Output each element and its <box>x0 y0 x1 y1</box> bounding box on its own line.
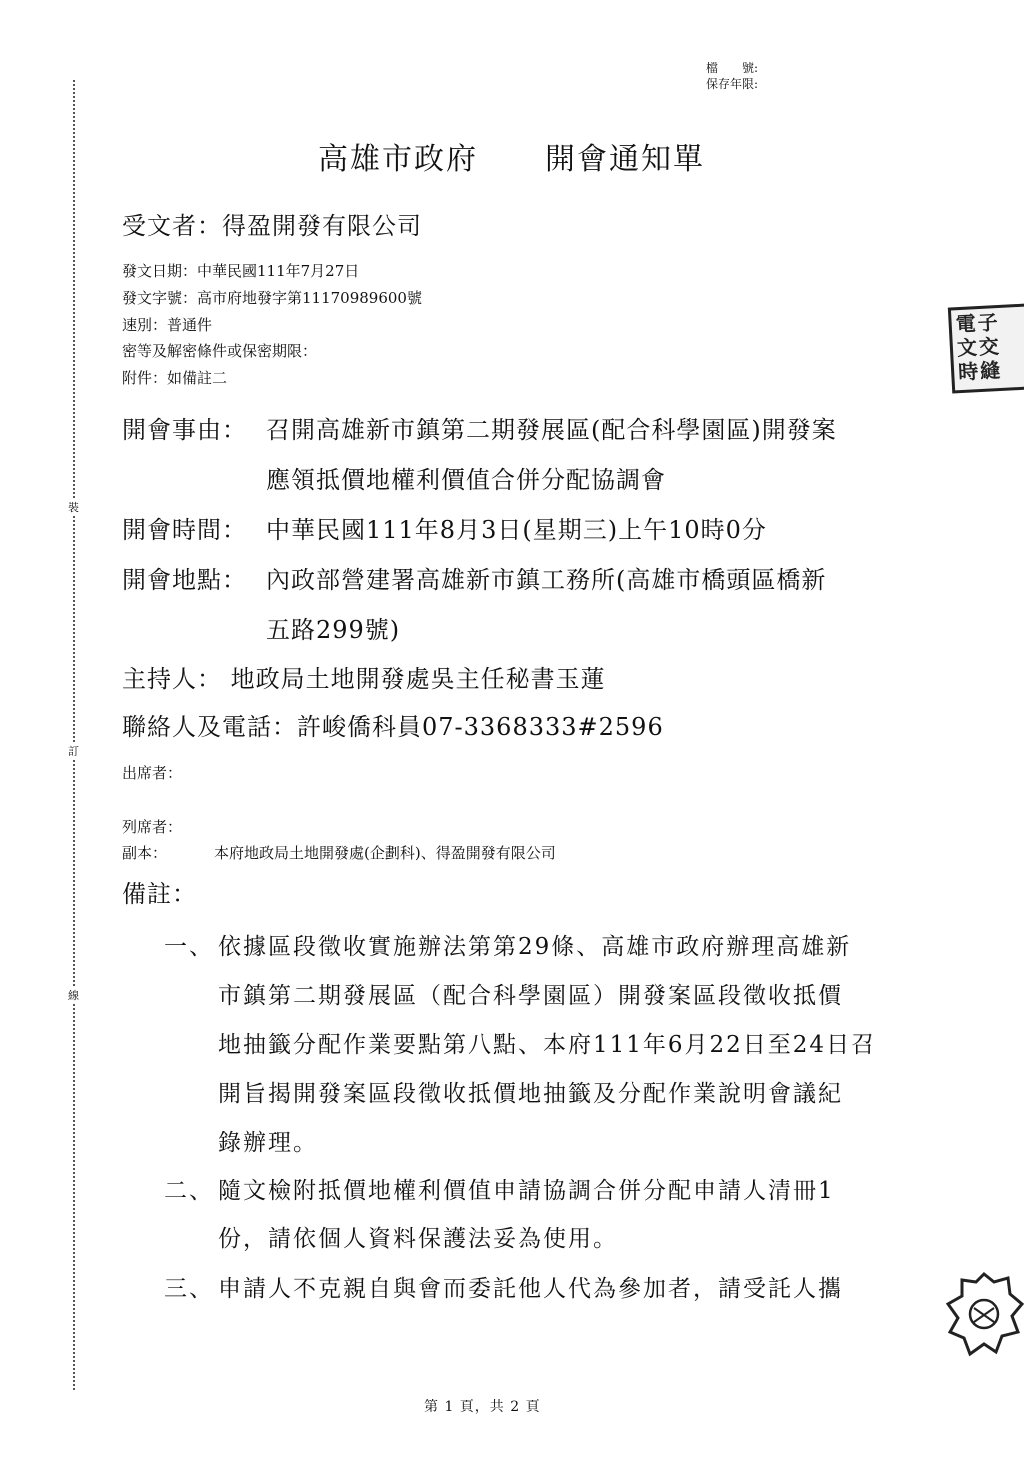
seal-char-1: 電 <box>955 311 977 337</box>
remark-2-line-1: 隨文檢附抵價地權利價值申請協調合併分配申請人清冊1 <box>218 1178 835 1204</box>
observers-label: 列席者： <box>122 818 183 836</box>
cc-label: 副本： <box>122 844 168 862</box>
remark-2-num: 二、 <box>164 1178 214 1204</box>
round-stamp-icon <box>944 1268 1024 1368</box>
electronic-seal <box>944 297 1024 395</box>
subject-line-1: 召開高雄新市鎮第二期發展區(配合科學園區)開發案 <box>266 416 837 444</box>
remark-1-line-4: 開旨揭開發案區段徵收抵價地抽籤及分配作業說明會議紀 <box>218 1081 843 1107</box>
retention-label: 保存年限: <box>706 77 759 91</box>
binding-dotted-line <box>73 80 75 1390</box>
speed-class: 速別：普通件 <box>122 316 213 334</box>
issue-date: 發文日期：中華民國111年7月27日 <box>122 262 360 280</box>
host: 主持人： 地政局土地開發處吳主任秘書玉蓮 <box>122 665 606 693</box>
subject-line-2: 應領抵價地權利價值合併分配協調會 <box>266 466 666 494</box>
remark-1-line-5: 錄辦理。 <box>218 1130 318 1156</box>
recipient: 受文者：得盈開發有限公司 <box>122 212 422 240</box>
remark-1-line-2: 市鎮第二期發展區（配合科學園區）開發案區段徵收抵價 <box>218 983 843 1009</box>
remark-1-line-3: 地抽籤分配作業要點第八點、本府111年6月22日至24日召 <box>218 1032 877 1058</box>
remark-3-line-1: 申請人不克親自與會而委託他人代為參加者，請受託人攜 <box>218 1276 843 1302</box>
remark-1-line-1: 依據區段徵收實施辦法第第29條、高雄市政府辦理高雄新 <box>218 934 852 960</box>
remark-3-num: 三、 <box>164 1276 214 1302</box>
binding-mark-bottom: 線 <box>68 989 79 1002</box>
seal-char-2: 子 <box>977 310 999 336</box>
doc-title-org: 高雄市政府 <box>318 142 478 177</box>
seal-char-3: 文 <box>956 335 978 361</box>
attachment: 附件：如備註二 <box>122 369 228 387</box>
doc-number: 發文字號：高市府地發字第11170989600號 <box>122 289 422 307</box>
contact: 聯絡人及電話：許峻僑科員07-3368333#2596 <box>122 713 664 741</box>
binding-mark-middle: 訂 <box>68 745 79 758</box>
place-label: 開會地點： <box>122 566 247 594</box>
subject-label: 開會事由： <box>122 416 247 444</box>
binding-mark-top: 裝 <box>68 501 79 514</box>
place-line-2: 五路299號) <box>266 616 401 644</box>
remarks-label: 備註： <box>122 880 197 908</box>
time-label: 開會時間： <box>122 516 247 544</box>
seal-char-5: 時 <box>957 359 979 385</box>
file-number-label: 檔 號: <box>706 61 759 75</box>
cc-value: 本府地政局土地開發處(企劃科)、得盈開發有限公司 <box>214 844 556 862</box>
seal-char-4: 交 <box>978 334 1000 360</box>
remark-2-line-2: 份，請依個人資料保護法妥為使用。 <box>218 1226 618 1252</box>
doc-title-type: 開會通知單 <box>545 142 705 177</box>
meeting-time: 中華民國111年8月3日(星期三)上午10時0分 <box>266 516 767 544</box>
place-line-1: 內政部營建署高雄新市鎮工務所(高雄市橋頭區橋新 <box>266 566 827 594</box>
seal-char-6: 縫 <box>979 358 1001 384</box>
attendees-label: 出席者： <box>122 764 183 782</box>
secrecy-level: 密等及解密條件或保密期限： <box>122 342 318 360</box>
page-footer: 第 1 頁，共 2 頁 <box>424 1399 541 1415</box>
remark-1-num: 一、 <box>164 934 214 960</box>
